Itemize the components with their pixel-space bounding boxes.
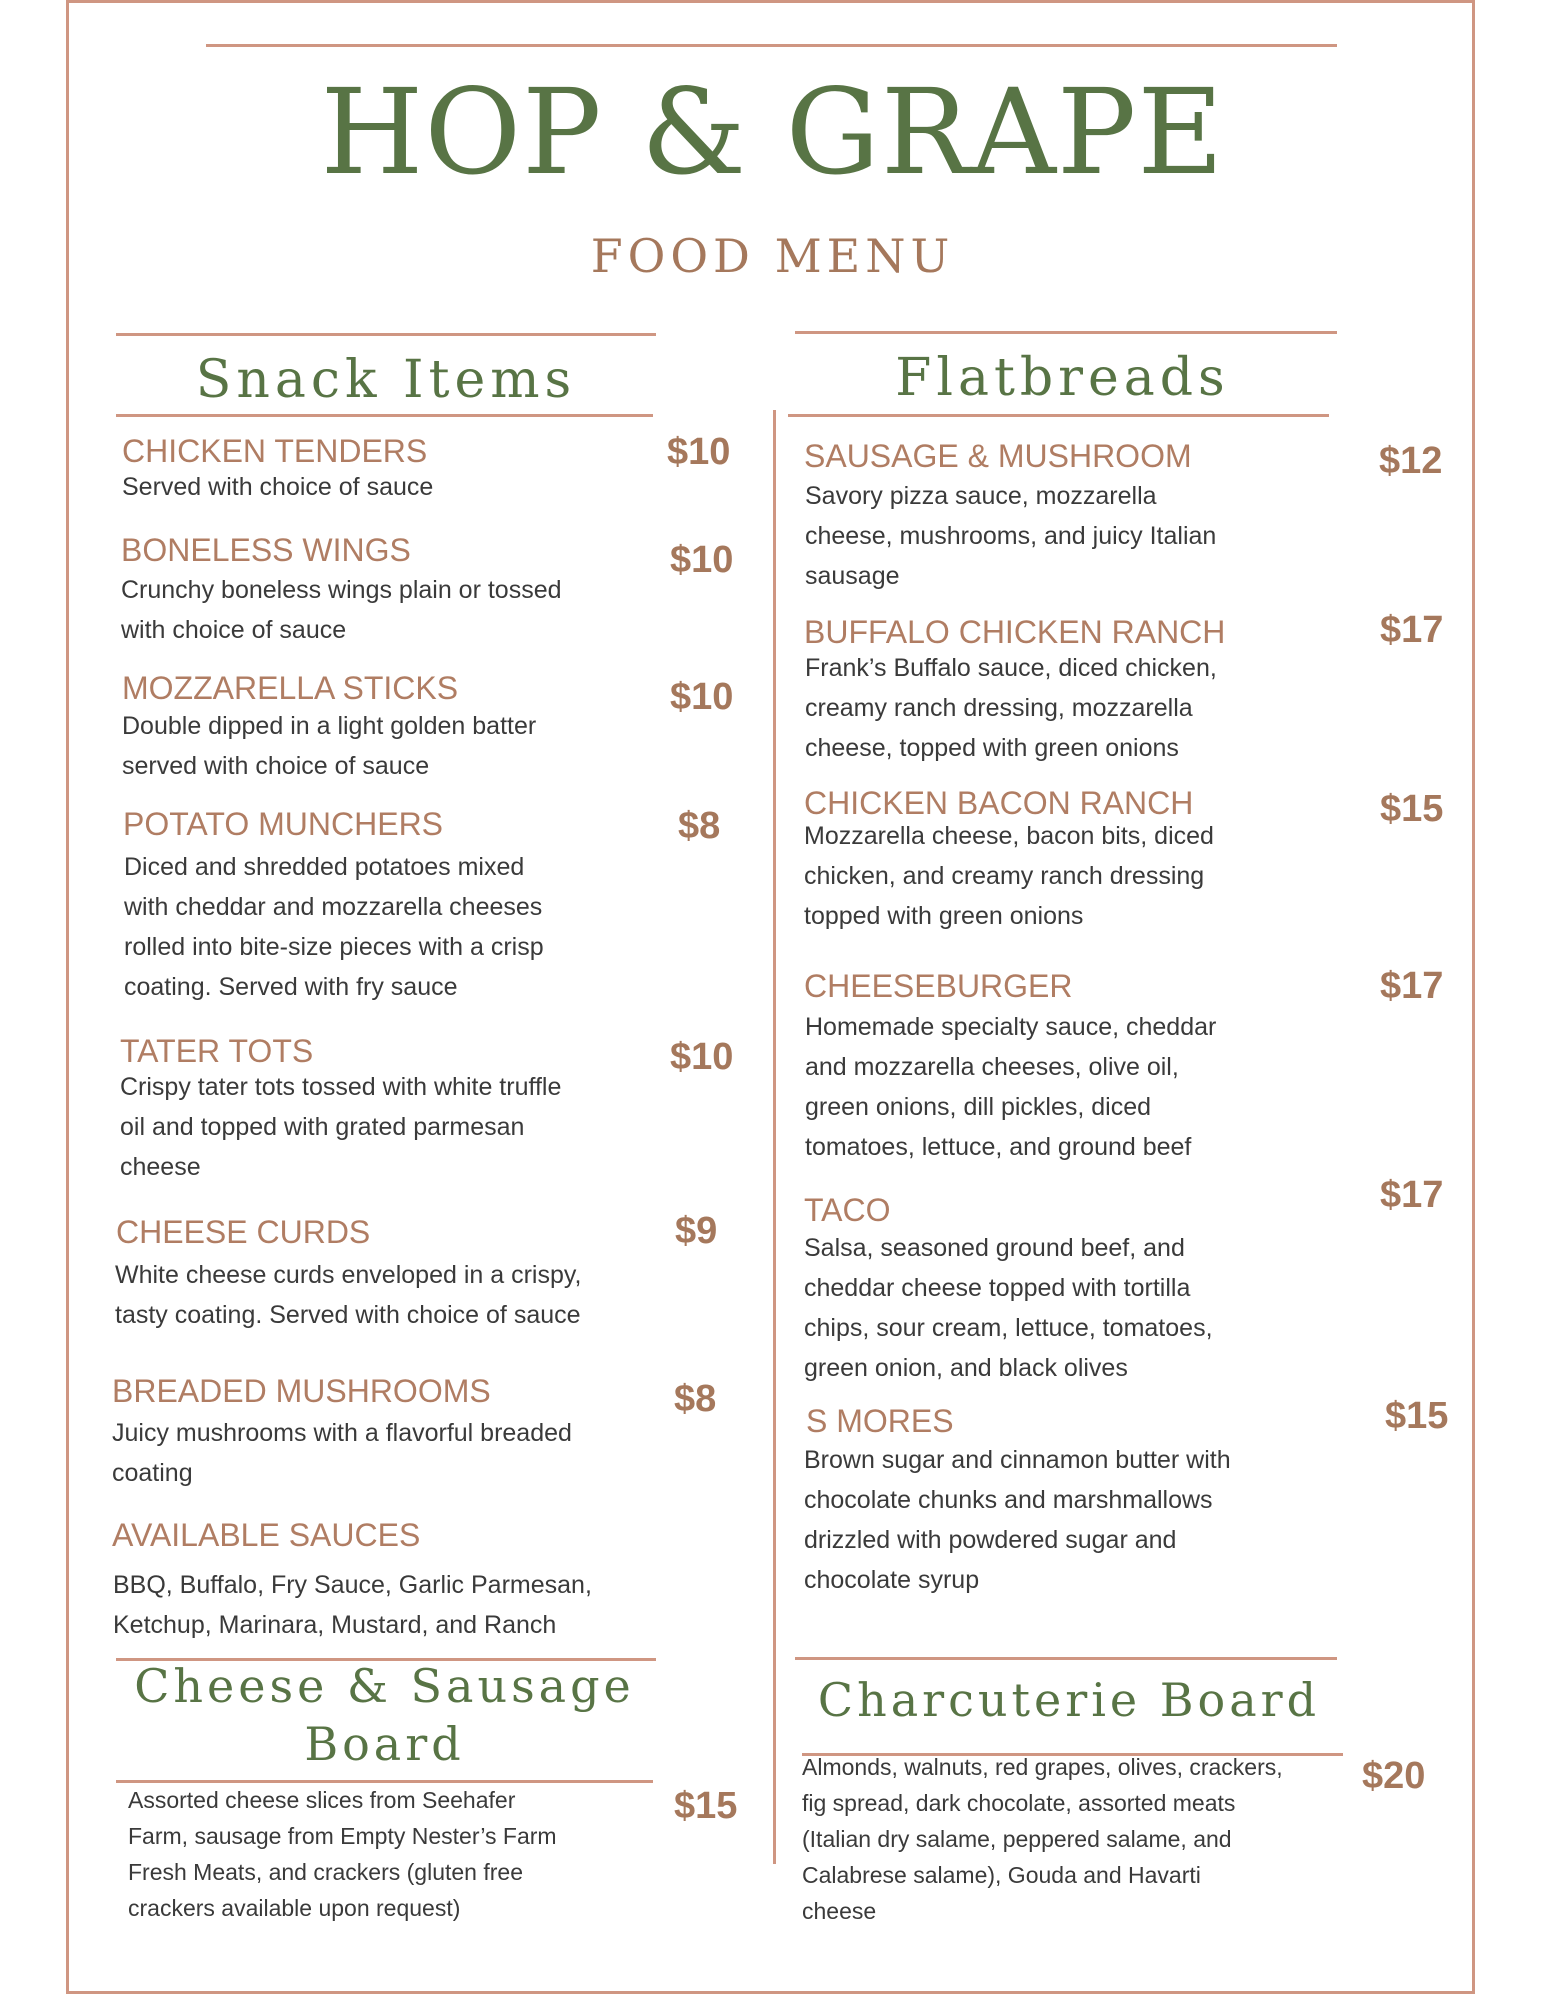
item-description: Juicy mushrooms with a flavorful breaded coating [112,1419,572,1487]
charcuterie-board-description: Almonds, walnuts, red grapes, olives, crackers, fig spread, dark chocolate, assorted meats (Italian dry salame, peppered salame, and Calabrese salame), Gouda and Havarti cheese [802,1754,1283,1924]
snack-items-heading: Snack Items [195,350,577,410]
item-description: Homemade specialty sauce, cheddar and mozzarella cheeses, olive oil, green onions, dill pickles, diced tomatoes, lettuce, and ground beef [805,1013,1217,1161]
item-price: $10 [670,539,734,581]
cheese-board-description: Assorted cheese slices from Seehafer Farm, sausage from Empty Nester’s Farm Fresh Meats, and crackers (gluten free crackers available upon request) [128,1787,557,1921]
item-name: TATER TOTS [120,1033,314,1069]
item-price: $15 [1380,788,1444,830]
item-description: Frank’s Buffalo sauce, diced chicken, creamy ranch dressing, mozzarella cheese, topped with green onions [805,654,1217,762]
charcuterie-board-top-rule [795,1657,1337,1660]
charcuterie-board-price: $20 [1362,1755,1426,1797]
item-price: $9 [675,1210,718,1252]
menu-subtitle: FOOD MENU [590,229,955,283]
item-name: SAUSAGE & MUSHROOM [804,438,1192,474]
item-price: $8 [678,805,721,847]
restaurant-title: HOP & GRAPE [320,63,1225,201]
flatbreads-heading-top-rule [795,331,1337,334]
cheese-sausage-board-heading: Cheese & Sausage Board [134,1659,635,1771]
item-description: Crispy tater tots tossed with white truffle oil and topped with grated parmesan cheese [120,1073,562,1181]
item-description: Double dipped in a light golden batter served with choice of sauce [122,712,537,780]
item-description: Brown sugar and cinnamon butter with chocolate chunks and marshmallows drizzled with powdered sugar and chocolate syrup [804,1446,1231,1594]
snack-heading-top-rule [116,333,656,336]
item-name: POTATO MUNCHERS [123,806,444,842]
item-name: TACO [804,1192,891,1228]
item-description: White cheese curds enveloped in a crispy, tasty coating. Served with choice of sauce [115,1261,582,1329]
item-price: $12 [1379,440,1443,482]
item-price: $10 [670,676,734,718]
item-name: CHICKEN TENDERS [122,433,428,469]
column-divider [773,410,776,1864]
item-description: Served with choice of sauce [122,473,434,501]
item-price: $17 [1380,965,1444,1007]
item-price: $8 [674,1378,717,1420]
item-price: $15 [1385,1395,1449,1437]
item-name: S MORES [806,1403,954,1439]
cheese-board-price: $15 [674,1785,738,1827]
item-name: AVAILABLE SAUCES [112,1517,421,1553]
item-name: CHICKEN BACON RANCH [804,785,1194,821]
item-description: Savory pizza sauce, mozzarella cheese, mushrooms, and juicy Italian sausage [805,482,1217,590]
item-name: BREADED MUSHROOMS [112,1373,491,1409]
flatbreads-heading-bottom-rule [788,414,1329,417]
flatbreads-heading: Flatbreads [895,348,1230,408]
item-name: BUFFALO CHICKEN RANCH [804,614,1226,650]
item-price: $17 [1380,1174,1444,1216]
snack-heading-bottom-rule [116,414,653,417]
item-price: $10 [670,1036,734,1078]
item-name: CHEESEBURGER [804,968,1073,1004]
item-price: $10 [667,431,731,473]
item-price: $17 [1380,609,1444,651]
header-top-rule [206,44,1337,47]
item-name: BONELESS WINGS [121,532,411,568]
item-description: BBQ, Buffalo, Fry Sauce, Garlic Parmesan, Ketchup, Marinara, Mustard, and Ranch [113,1571,592,1639]
item-description: Salsa, seasoned ground beef, and cheddar cheese topped with tortilla chips, sour cream, lettuce, tomatoes, green onion, and black olives [804,1234,1213,1382]
item-name: CHEESE CURDS [116,1214,371,1250]
item-description: Mozzarella cheese, bacon bits, diced chicken, and creamy ranch dressing topped with green onions [804,822,1214,930]
item-description: Diced and shredded potatoes mixed with cheddar and mozzarella cheeses rolled into bite-size pieces with a crisp coating. Served with fry sauce [124,853,544,1001]
item-name: MOZZARELLA STICKS [122,670,459,706]
item-description: Crunchy boneless wings plain or tossed with choice of sauce [121,576,562,644]
charcuterie-board-heading: Charcuterie Board [817,1673,1321,1727]
